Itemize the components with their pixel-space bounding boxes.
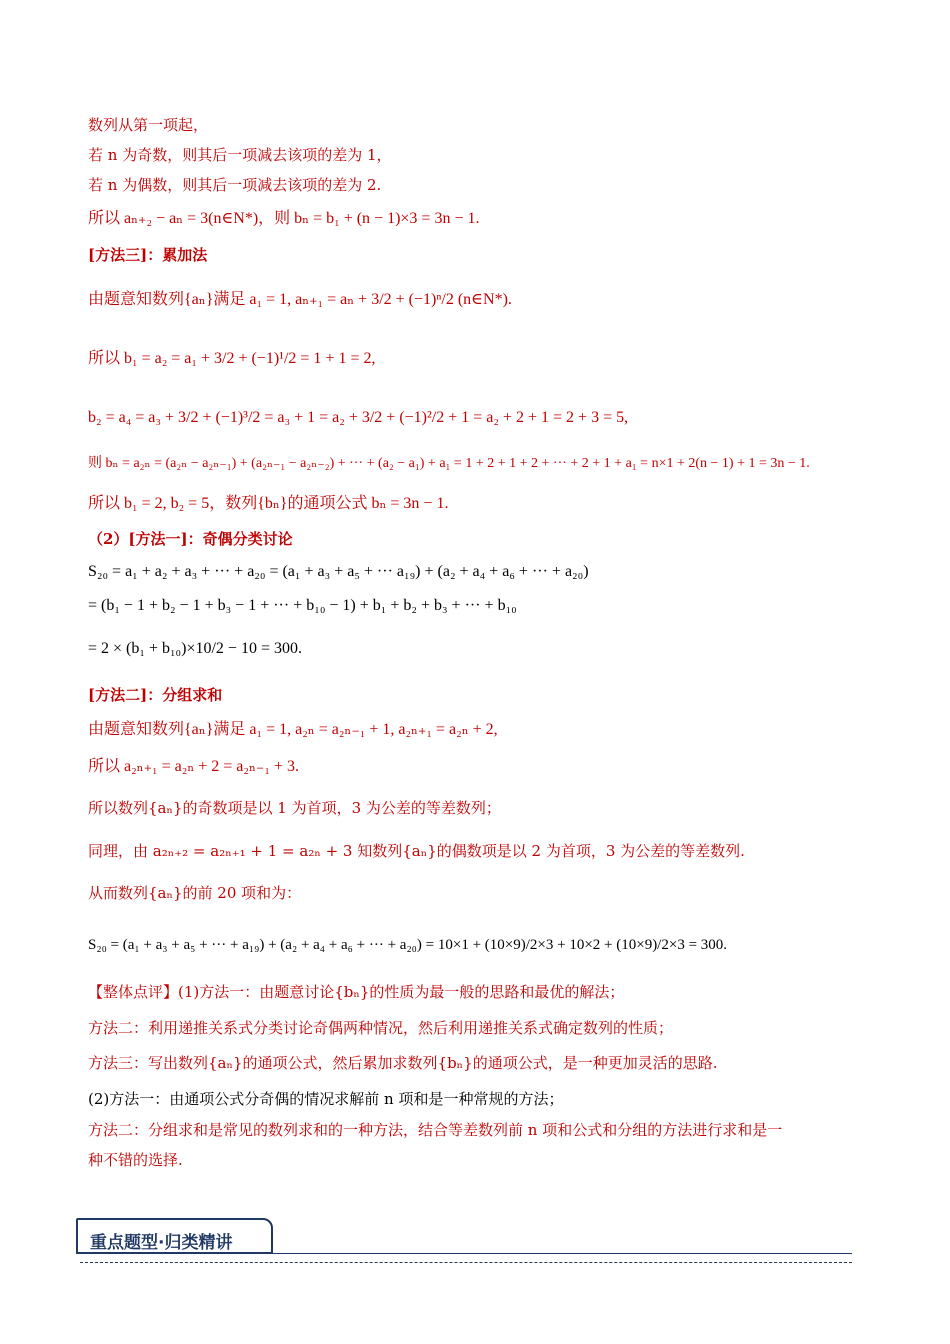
text-line-16: 由题意知数列{aₙ}满足 a₁ = 1, a₂ₙ = a₂ₙ₋₁ + 1, a₂ₙ₊₁ = a₂ₙ + 2, — [88, 721, 498, 738]
text-line-9: 则 bₙ = a₂ₙ = (a₂ₙ − a₂ₙ₋₁) + (a₂ₙ₋₁ − a₂ₙ₋₂) + ··· + (a₂ − a₁) + a₁ = 1 + 2 + 1 + 2 + ··· + 2 + 1 + a₁ = n×1 + 2(n − 1) + 1 = 3n − 1. — [88, 456, 810, 471]
section-banner-title: 重点题型·归类精讲 — [90, 1233, 233, 1253]
text-line-2: 若 n 为奇数，则其后一项减去该项的差为 1， — [88, 146, 392, 164]
text-line-7: 所以 b₁ = a₂ = a₁ + 3/2 + (−1)¹/2 = 1 + 1 = 2, — [88, 350, 376, 367]
text-line-23: 方法二：利用递推关系式分类讨论奇偶两种情况，然后利用递推关系式确定数列的性质； — [88, 1019, 674, 1037]
section-banner — [76, 1218, 273, 1254]
text-line-3: 若 n 为偶数，则其后一项减去该项的差为 2. — [88, 176, 382, 194]
heading-method-3: [方法三]：累加法 — [88, 246, 208, 264]
text-line-10: 所以 b₁ = 2, b₂ = 5，数列{bₙ}的通项公式 bₙ = 3n − 1. — [88, 495, 449, 512]
text-line-21: S₂₀ = (a₁ + a₃ + a₅ + ··· + a₁₉) + (a₂ + a₄ + a₆ + ··· + a₂₀) = 10×1 + (10×9)/2×3 + 10×2 + (10×9)/2×3 = 300. — [88, 937, 728, 953]
text-line-19: 同理，由 a₂ₙ₊₂ = a₂ₙ₊₁ + 1 = a₂ₙ + 3 知数列{aₙ}的偶数项是以 2 为首项，3 为公差的等差数列. — [88, 842, 745, 860]
text-line-17: 所以 a₂ₙ₊₁ = a₂ₙ + 2 = a₂ₙ₋₁ + 3. — [88, 758, 299, 775]
text-line-14: = 2 × (b₁ + b₁₀)×10/2 − 10 = 300. — [88, 640, 302, 657]
banner-baseline — [273, 1253, 852, 1254]
dashed-divider — [80, 1262, 852, 1263]
text-line-6: 由题意知数列{aₙ}满足 a₁ = 1, aₙ₊₁ = aₙ + 3/2 + (−1)ⁿ/2 (n∈N*). — [88, 291, 512, 308]
text-line-27: 种不错的选择. — [88, 1151, 183, 1169]
text-line-13: = (b₁ − 1 + b₂ − 1 + b₃ − 1 + ··· + b₁₀ − 1) + b₁ + b₂ + b₃ + ··· + b₁₀ — [88, 597, 517, 614]
text-line-22: 【整体点评】(1)方法一：由题意讨论{bₙ}的性质为最一般的思路和最优的解法； — [88, 983, 625, 1001]
text-line-20: 从而数列{aₙ}的前 20 项和为： — [88, 884, 302, 902]
text-line-1: 数列从第一项起， — [88, 116, 209, 134]
text-line-4: 所以 aₙ₊₂ − aₙ = 3(n∈N*)，则 bₙ = b₁ + (n − 1)×3 = 3n − 1. — [88, 210, 480, 227]
heading-method-2: [方法二]：分组求和 — [88, 686, 223, 704]
text-line-25: (2)方法一：由通项公式分奇偶的情况求解前 n 项和是一种常规的方法； — [88, 1090, 564, 1108]
text-line-26: 方法二：分组求和是常见的数列求和的一种方法，结合等差数列前 n 项和公式和分组的方法进行求和是一 — [88, 1121, 783, 1139]
text-line-8: b₂ = a₄ = a₃ + 3/2 + (−1)³/2 = a₃ + 1 = a₂ + 3/2 + (−1)²/2 + 1 = a₂ + 2 + 1 = 2 + 3 = 5, — [88, 409, 629, 426]
heading-part-2-method-1: （2）[方法一]：奇偶分类讨论 — [88, 530, 293, 548]
text-line-18: 所以数列{aₙ}的奇数项是以 1 为首项，3 为公差的等差数列； — [88, 799, 501, 817]
text-line-12: S₂₀ = a₁ + a₂ + a₃ + ··· + a₂₀ = (a₁ + a₃ + a₅ + ··· a₁₉) + (a₂ + a₄ + a₆ + ··· + a₂₀) — [88, 563, 589, 580]
text-line-24: 方法三：写出数列{aₙ}的通项公式，然后累加求数列{bₙ}的通项公式，是一种更加灵活的思路. — [88, 1054, 718, 1072]
